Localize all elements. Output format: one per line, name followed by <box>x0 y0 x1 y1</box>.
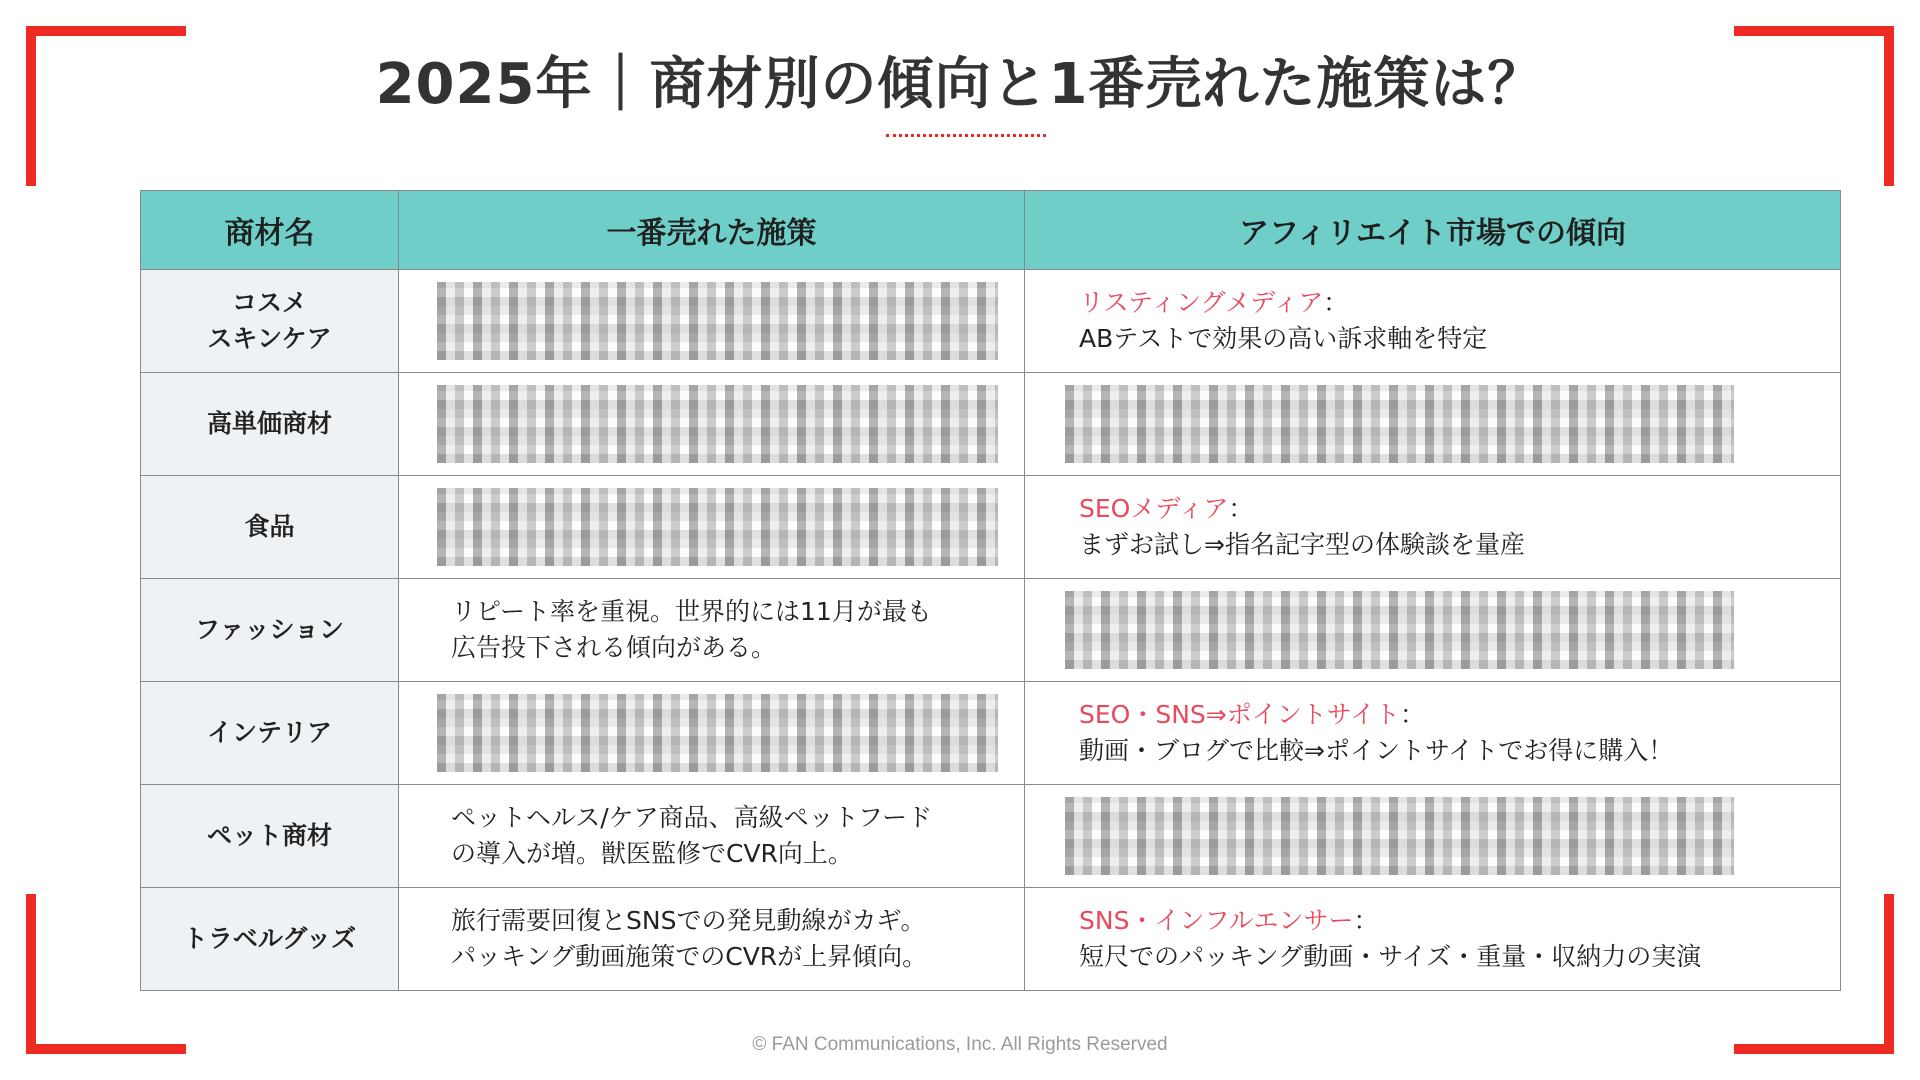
best-strategy-cell <box>399 682 1025 785</box>
market-trend-cell <box>1025 476 1841 579</box>
market-trend-text: まずお試し⇒指名記字型の体験談を量産 <box>1079 530 1525 559</box>
table-row <box>141 373 1841 476</box>
product-name-cell: 食品 <box>141 476 399 579</box>
obscured-text-block <box>451 393 984 455</box>
market-trend-cell <box>1025 785 1841 888</box>
obscured-text-block <box>451 290 984 352</box>
product-name-cell: コスメ スキンケア <box>141 270 399 373</box>
product-name-cell: ファッション <box>141 579 399 682</box>
table-row <box>141 476 1841 579</box>
obscured-text-block <box>451 496 984 558</box>
table-row <box>141 785 1841 888</box>
obscured-text-block <box>1079 599 1720 661</box>
best-strategy-cell <box>399 373 1025 476</box>
market-label-colon: ： <box>1323 287 1349 317</box>
obscured-text-block <box>451 702 984 764</box>
best-strategy-cell <box>399 270 1025 373</box>
market-label-colon: ： <box>1228 493 1254 523</box>
market-trend-cell <box>1025 373 1841 476</box>
obscured-text-block <box>1079 805 1720 867</box>
best-strategy-cell <box>399 888 1025 991</box>
market-label-colon: ： <box>1399 699 1425 729</box>
market-trend-text: 短尺でのパッキング動画・サイズ・重量・収納力の実演 <box>1079 942 1702 971</box>
best-strategy-cell <box>399 579 1025 682</box>
copyright-footer: © FAN Communications, Inc. All Rights Reserved <box>752 1034 1168 1055</box>
header-market-trend: アフィリエイト市場での傾向 <box>1025 191 1841 270</box>
market-channel-label: SEO・SNS⇒ポイントサイト <box>1079 699 1400 729</box>
trend-table <box>140 190 1841 991</box>
market-channel-label: SEOメディア <box>1079 493 1229 523</box>
best-strategy-cell <box>399 476 1025 579</box>
table-row <box>141 682 1841 785</box>
page-title: 2025年｜商材別の傾向と1番売れた施策は？ <box>375 52 1545 117</box>
header-product-name: 商材名 <box>141 191 399 270</box>
product-name-cell: ペット商材 <box>141 785 399 888</box>
market-trend-text: 動画・ブログで比較⇒ポイントサイトでお得に購入！ <box>1079 736 1674 765</box>
table-row <box>141 579 1841 682</box>
title-underline <box>886 134 1046 137</box>
product-name-cell: インテリア <box>141 682 399 785</box>
market-channel-label: リスティングメディア <box>1079 287 1324 317</box>
product-name-cell: 高単価商材 <box>141 373 399 476</box>
table-body <box>141 270 1841 991</box>
table-row <box>141 270 1841 373</box>
product-name-cell: トラベルグッズ <box>141 888 399 991</box>
obscured-text-block <box>1079 393 1720 455</box>
table-header-row <box>141 191 1841 270</box>
best-strategy-cell <box>399 785 1025 888</box>
strategy-text: 旅行需要回復とSNSでの発見動線がカギ。 パッキング動画施策でのCVRが上昇傾向。 <box>451 905 928 971</box>
table-row <box>141 888 1841 991</box>
market-trend-cell <box>1025 270 1841 373</box>
market-trend-cell <box>1025 888 1841 991</box>
header-best-strategy: 一番売れた施策 <box>399 191 1025 270</box>
strategy-text: リピート率を重視。世界的には11月が最も 広告投下される傾向がある。 <box>451 596 932 662</box>
market-trend-text: ABテストで効果の高い訴求軸を特定 <box>1079 324 1488 353</box>
market-label-colon: ： <box>1353 905 1379 935</box>
strategy-text: ペットヘルス/ケア商品、高級ペットフード の導入が増。獣医監修でCVR向上。 <box>451 802 933 868</box>
market-trend-cell <box>1025 579 1841 682</box>
market-trend-cell <box>1025 682 1841 785</box>
market-channel-label: SNS・インフルエンサー <box>1079 905 1354 935</box>
